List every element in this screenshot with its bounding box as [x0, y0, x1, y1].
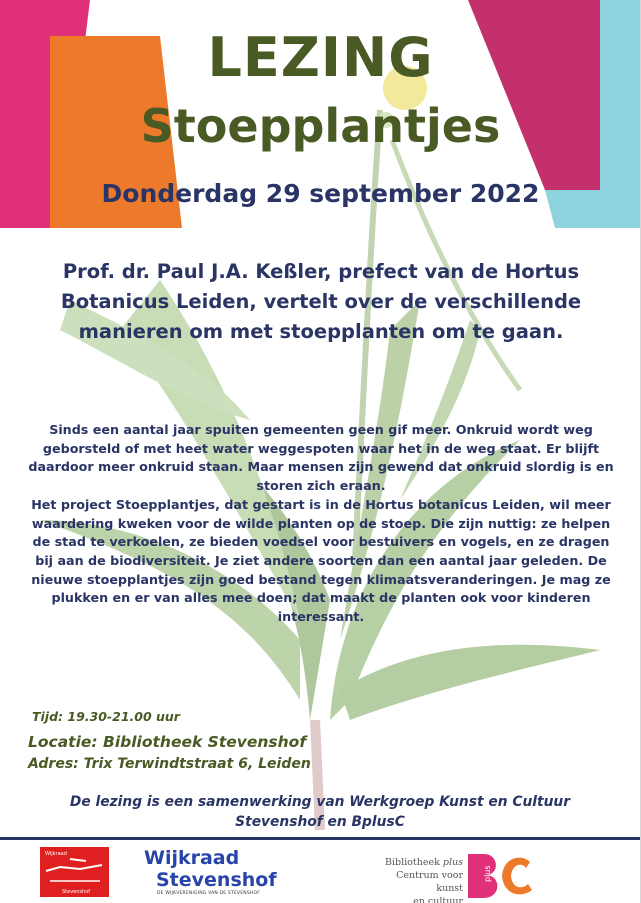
intro-text: Prof. dr. Paul J.A. Keßler, prefect van de Hortus Botanicus Leiden, vertelt over de verschillende manieren om met stoepplanten om te gaan.: [60, 260, 582, 343]
wijkraad-box-top: Wijkraad: [45, 851, 67, 857]
bib-line3: en cultuur: [413, 896, 463, 903]
bc-plus-label: plus: [483, 865, 492, 882]
bib-line2: Centrum voor kunst: [396, 870, 463, 894]
body-paragraph-1: Sinds een aantal jaar spuiten gemeenten geen gif meer. Onkruid wordt weg geborsteld of met heet water weggespoten waar het in de weg staat. Er blijft daardoor meer onkruid staan. Maar mensen zijn gewend dat onkruid slordig is en storen zich eraan.: [28, 422, 614, 494]
event-address: Adres: Trix Terwindtstraat 6, Leiden: [28, 756, 311, 772]
footer-divider: [0, 837, 641, 840]
bplusc-logo-icon: [466, 852, 536, 900]
bibliotheek-logo-text: [370, 856, 463, 903]
event-time: Tijd: 19.30-21.00 uur: [32, 709, 180, 724]
body-text: [22, 421, 620, 627]
title-lezing: LEZING: [207, 26, 434, 89]
title-stoepplantjes: Stoepplantjes: [140, 99, 501, 153]
wijkraad-tagline: DE WIJKVERENIGING VAN DE STEVENSHOF: [157, 891, 260, 896]
event-date: Donderdag 29 september 2022: [101, 179, 540, 208]
wijkraad-logo-icon: [40, 847, 109, 897]
wijkraad-line2: Stevenshof: [156, 869, 277, 891]
collaboration-note: De lezing is een samenwerking van Werkgroep Kunst en Cultuur Stevenshof en BplusC: [69, 794, 571, 830]
event-location: Locatie: Bibliotheek Stevenshof: [28, 733, 307, 751]
wijkraad-logo-text: [144, 847, 277, 891]
body-paragraph-2: Het project Stoepplantjes, dat gestart is in de Hortus botanicus Leiden, wil meer waardering kweken voor de wilde planten op de stoep. Die zijn nuttig: ze helpen de stad te verkoelen, ze bieden voedsel voor bestuivers en vogels, en ze dragen bij aan de biodiversiteit. Je ziet andere soorten dan een aantal jaar geleden. De nieuwe stoepplantjes zijn goed bestand tegen klimaatsveranderingen. Je mag ze plukken en er van alles mee doen; dat maakt de planten ook voor kinderen interessant.: [31, 496, 611, 625]
wijkraad-line1: Wijkraad: [144, 847, 240, 869]
bib-plus: plus: [442, 857, 463, 868]
bib-word: Bibliotheek: [385, 857, 440, 868]
wijkraad-box-bottom: Stevenshof: [62, 889, 91, 895]
